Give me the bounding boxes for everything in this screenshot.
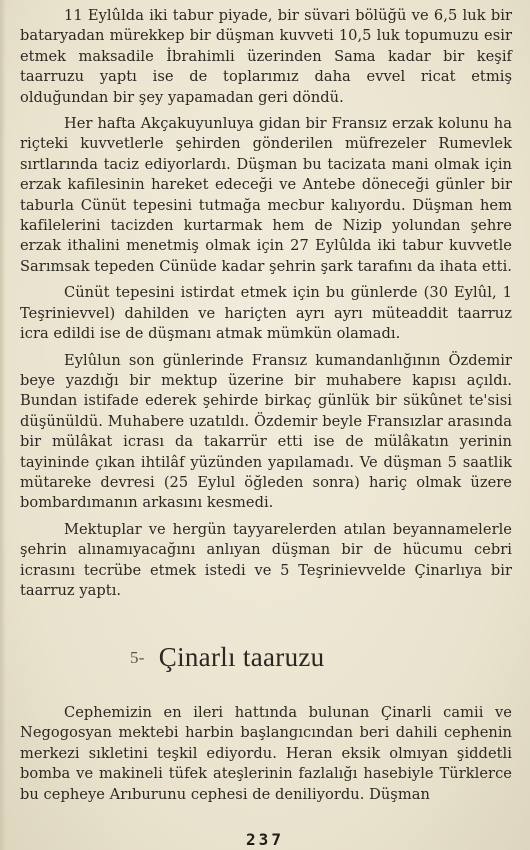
paragraph-4: Eylûlun son günlerinde Fransız kumandanlığının Özdemir beye yazdığı bir mektup üzerine bir muhabere kapısı açıldı. Bundan istifade ederek şehirde birkaç günlük bir sükûnet te'sisi düşünüldü. Muhabere uzatıldı. Özdemir beyle Fransızlar arasında bir mülâkat icrası da takarrür etti ise de mülâkatın yerinin tayininde çıkan ihtilâf yüzünden yapılamadı. Ve düşman 5 saatlik mütareke devresi (25 Eylul öğleden sonra) hariç olmak üzere bombardımanın arkasını kesmedi. (20, 351, 512, 512)
section-heading (130, 642, 430, 673)
section-number: 5- (130, 648, 145, 667)
body-text-top (20, 6, 512, 607)
section-title: Çinarlı taaruzu (158, 642, 325, 672)
paragraph-5: Mektuplar ve hergün tayyarelerden atılan beyannamelerle şehrin alınamıyacağını anlıyan düşman bir de hücumu cebri icrasını tecrübe etmek istedi ve 5 Teşrinievvelde Çinarlıya bir taarruz yaptı. (20, 520, 512, 599)
paragraph-1: 11 Eylûlda iki tabur piyade, bir süvari bölüğü ve 6,5 luk bir bataryadan mürekkep bir düşman kuvveti 10,5 luk topumuzu esir etmek maksadile İbrahimli üzerinden Sama kadar bir keşif taarruzu yaptı ise de toplarımız daha evvel ricat etmiş olduğundan bir şey yapamadan geri döndü. (20, 7, 512, 106)
paragraph-6: Cephemizin en ileri hattında bulunan Çinarli camii ve Negogosyan mektebi harbin başlangıcından beri dahili cephenin merkezi sıkletini teşkil ediyordu. Heran eksik olmıyan şiddetli bomba ve makineli tüfek ateşlerinin fazlalığı hasebiyle Türklerce bu cepheye Arıburunu cephesi de deniliyordu. Düşman (20, 704, 512, 803)
paragraph-2: Her hafta Akçakuyunluya gidan bir Fransız erzak kolunu ha riçteki kuvvetlerle şehirden gönderilen müfrezeler Rumevlek sırtlarında taciz ediyorlardı. Düşman bu tacizata mani olmak için erzak kafilesinin hareket edeceği ve Antebe döneceği günler bir taburla Cünüt tepesini tutmağa mecbur kalıyordu. Düşman hem kafilelerini tacizden kurtarmak hem de Nizip yolundan şehre erzak ithalini menetmiş olmak için 27 Eylûlda iki tabur kuvvetle Sarımsak tepeden Cünüde kadar şehrin şark tarafını da ihata etti. (20, 115, 512, 275)
body-text-bottom (20, 703, 512, 811)
page-number: 237 (246, 830, 284, 849)
paragraph-3: Cünüt tepesini istirdat etmek için bu günlerde (30 Eylûl, 1 Teşrinievvel) dahilden ve hariçten ayrı ayrı müteaddit taarruz icra edildi ise de düşmanı atmak mümkün olamadı. (20, 284, 512, 343)
page-binding-shadow (0, 0, 6, 850)
